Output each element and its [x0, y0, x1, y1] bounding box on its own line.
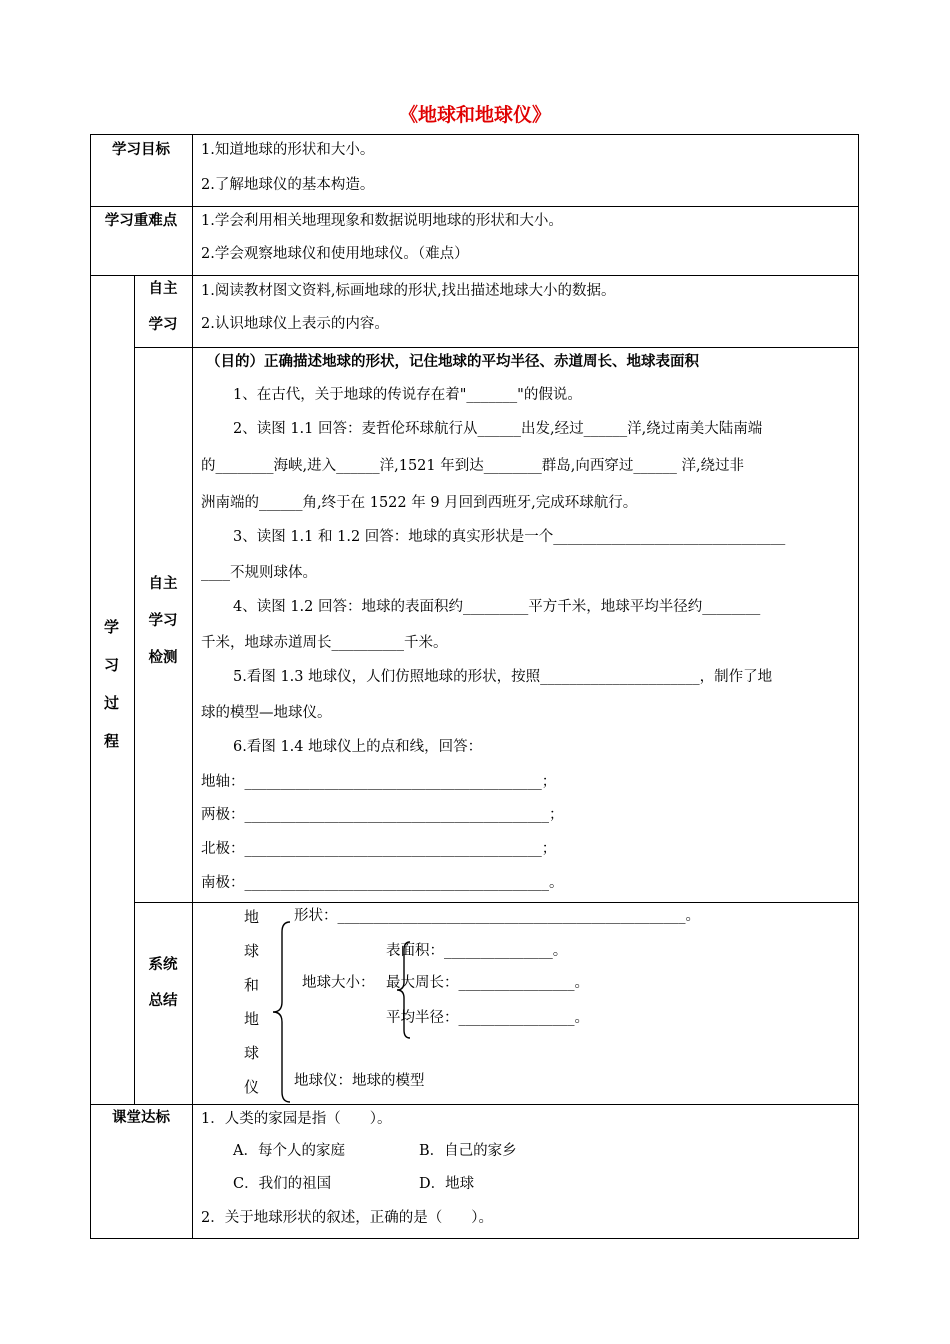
row-divider: [90, 275, 859, 276]
question-line: 1、在古代，关于地球的传说存在着"_______"的假说。: [233, 387, 582, 403]
question-line: 5.看图 1.3 地球仪，人们仿照地球的形状，按照______________________，制作了地: [233, 669, 773, 685]
column-divider: [192, 134, 193, 1239]
row-divider: [90, 206, 859, 207]
self-study-item: 1.阅读教材图文资料,标画地球的形状,找出描述地球大小的数据。: [201, 283, 616, 299]
question-line: 6.看图 1.4 地球仪上的点和线，回答：: [233, 739, 483, 755]
fill-line-earth-axis: 地轴：_________________________________________；: [201, 774, 557, 790]
summary-size-label: 地球大小：: [302, 975, 375, 991]
key-point-item: 1.学会利用相关地理现象和数据说明地球的形状和大小。: [201, 213, 563, 229]
page-title: 《地球和地球仪》: [398, 104, 551, 126]
option-b: B．自己的家乡: [419, 1143, 517, 1159]
objective-item: 1.知道地球的形状和大小。: [201, 142, 375, 158]
summary-earth-globe-vertical: 地 球 和 地 球 仪: [244, 908, 260, 1096]
summary-avg-radius: 平均半径：________________。: [386, 1010, 589, 1026]
purpose-statement: （目的）正确描述地球的形状，记住地球的平均半径、赤道周长、地球表面积: [206, 354, 699, 370]
column-divider: [134, 275, 135, 1104]
question-line: 3、读图 1.1 和 1.2 回答：地球的真实形状是一个________________________________: [233, 529, 786, 545]
question-line: 千米，地球赤道周长__________千米。: [201, 635, 448, 651]
table-border-left: [90, 134, 91, 1239]
option-d: D．地球: [419, 1176, 475, 1192]
self-study-item: 2.认识地球仪上表示的内容。: [201, 316, 389, 332]
fill-line-north-pole: 北极：_________________________________________；: [201, 841, 557, 857]
table-border-top: [90, 134, 859, 135]
row-divider: [90, 1104, 859, 1105]
question-line: 4、读图 1.2 回答：地球的表面积约_________平方千米，地球平均半径约________: [233, 599, 761, 615]
row-divider: [134, 347, 859, 348]
self-study-label: 自主: [148, 281, 178, 297]
table-border-right: [858, 134, 859, 1239]
classroom-question: 2．关于地球形状的叙述，正确的是（ ）。: [201, 1210, 493, 1226]
worksheet-table: [90, 134, 859, 1239]
summary-shape: 形状：________________________________________________。: [294, 908, 700, 924]
summary-max-perimeter: 最大周长：________________。: [386, 975, 589, 991]
question-line: 的________海峡,进入______洋,1521 年到达________群岛,向西穿过______ 洋,绕过非: [201, 458, 745, 474]
question-line: 2、读图 1.1 回答：麦哲伦环球航行从______出发,经过______洋,绕过南美大陆南端: [233, 421, 763, 437]
objectives-label: 学习目标: [112, 142, 170, 158]
option-a: A．每个人的家庭: [233, 1143, 345, 1159]
fill-line-poles: 两极：__________________________________________；: [201, 807, 564, 823]
summary-surface-area: 表面积：_______________。: [386, 943, 568, 959]
self-check-label: 检测: [148, 650, 178, 666]
summary-label: 系统: [148, 957, 178, 973]
classroom-question: 1．人类的家园是指（ ）。: [201, 1111, 392, 1127]
question-line: 洲南端的______角,终于在 1522 年 9 月回到西班牙,完成环球航行。: [201, 495, 638, 511]
table-border-bottom: [90, 1238, 859, 1239]
key-point-item: 2.学会观察地球仪和使用地球仪。（难点）: [201, 246, 469, 262]
objective-item: 2.了解地球仪的基本构造。: [201, 177, 375, 193]
self-check-label: 学习: [148, 613, 178, 629]
self-study-label: 学习: [148, 317, 178, 333]
question-line: ____不规则球体。: [201, 565, 317, 581]
process-label: 学 习 过 程: [104, 618, 120, 750]
summary-label: 总结: [148, 993, 178, 1009]
self-check-label: 自主: [148, 576, 178, 592]
fill-line-south-pole: 南极：__________________________________________。: [201, 875, 564, 891]
summary-big-brace: [268, 920, 292, 1104]
option-c: C．我们的祖国: [233, 1176, 332, 1192]
question-line: 球的模型—地球仪。: [201, 705, 332, 721]
classroom-label: 课堂达标: [112, 1110, 170, 1126]
key-points-label: 学习重难点: [104, 213, 178, 229]
row-divider: [134, 902, 859, 903]
summary-globe: 地球仪：地球的模型: [294, 1073, 425, 1089]
